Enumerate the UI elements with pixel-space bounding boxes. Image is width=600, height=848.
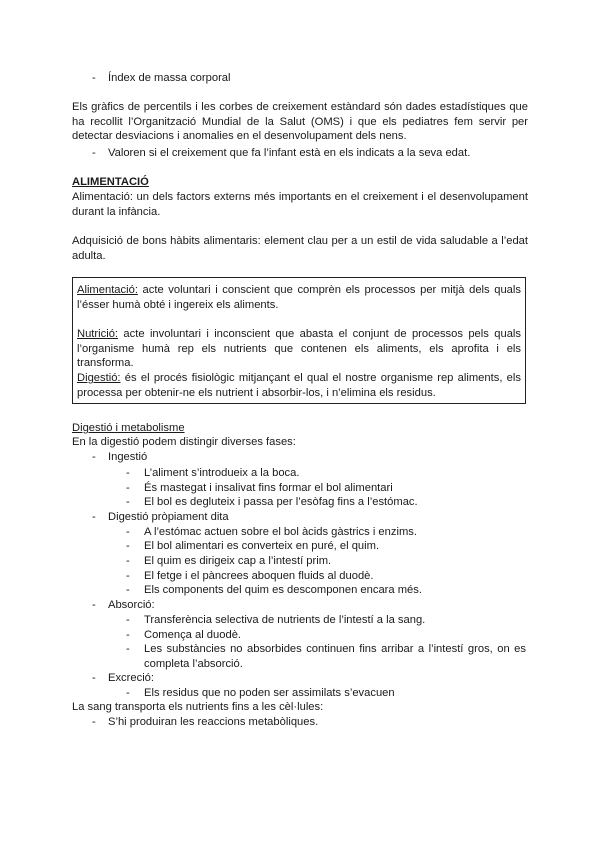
- definition-term: Digestió:: [77, 372, 121, 384]
- phase-title: Ingestió: [108, 451, 148, 463]
- definition-digestio: [77, 371, 521, 400]
- bullet-dash: -: [92, 672, 96, 684]
- bullet-dash: -: [126, 467, 130, 479]
- bullet-dash: -: [92, 451, 96, 463]
- bullet-dash: -: [92, 599, 96, 611]
- bullet-dash: -: [126, 687, 130, 699]
- phase-title: Excreció:: [108, 672, 155, 684]
- bullet-text: S’hi produiran les reaccions metabòliques.: [108, 716, 319, 728]
- definitions-box: [72, 277, 526, 404]
- bullet-dash: -: [126, 614, 130, 626]
- phase-item: És mastegat i insalivat fins formar el bol alimentari: [144, 482, 393, 494]
- bullet-dash: -: [126, 496, 130, 508]
- bullet-dash: -: [126, 540, 130, 552]
- phase-item: El fetge i el pàncrees aboquen fluids al duodè.: [144, 570, 374, 582]
- alimentacio-paragraph: Alimentació: un dels factors externs més importants en el creixement i el desenvolupament durant la infància.: [72, 191, 528, 218]
- definition-term: Alimentació:: [77, 284, 138, 296]
- bullet-dash: -: [92, 72, 96, 84]
- bullet-dash: -: [126, 584, 130, 596]
- definition-text: acte involuntari i inconscient que abasta el conjunt de processos pels quals l’organisme humà rep els nutrients que contenen els aliments, els aprofita i els transforma.: [77, 328, 521, 370]
- percentiles-paragraph: Els gràfics de percentils i les corbes de creixement estàndard són dades estadístiques que ha recollit l’Organització Mundial de la Salut (OMS) i que els pediatres fem servir per detectar desviacions i anomalies en el desenvolupament dels nens.: [72, 101, 528, 143]
- habits-paragraph: Adquisició de bons hàbits alimentaris: element clau per a un estil de vida saludable a l’edat adulta.: [72, 235, 528, 262]
- bullet-dash: -: [126, 526, 130, 538]
- phase-item: Transferència selectiva de nutrients de l’intestí a la sang.: [144, 614, 426, 626]
- phase-item: Els residus que no poden ser assimilats s’evacuen: [144, 687, 395, 699]
- bullet-dash: -: [92, 147, 96, 159]
- phase-item: L’aliment s’introdueix a la boca.: [144, 467, 300, 479]
- phase-title: Absorció:: [108, 599, 155, 611]
- definition-nutricio: [77, 327, 521, 371]
- bullet-text: Valoren si el creixement que fa l’infant està en els indicats a la seva edat.: [108, 147, 471, 159]
- phase-item: Comença al duodè.: [144, 629, 242, 641]
- digestion-intro: En la digestió podem distingir diverses fases:: [72, 436, 296, 448]
- phase-item: Els components del quim es descomponen encara més.: [144, 584, 422, 596]
- phase-item: El quim es dirigeix cap a l’intestí prim.: [144, 555, 332, 567]
- bullet-dash: -: [92, 511, 96, 523]
- bullet-dash: -: [92, 716, 96, 728]
- phase-item: A l’estómac actuen sobre el bol àcids gàstrics i enzims.: [144, 526, 417, 538]
- definition-text: acte voluntari i conscient que comprèn els processos per mitjà dels quals l’ésser humà obté i ingereix els aliments.: [77, 284, 521, 311]
- definition-text: és el procés fisiològic mitjançant el qual el nostre organisme rep aliments, els processa per obtenir-ne els nutrient i absorbir-los, i n’elimina els residus.: [77, 372, 521, 399]
- digestion-heading: Digestió i metabolisme: [72, 422, 185, 434]
- section-heading: ALIMENTACIÓ: [72, 176, 149, 188]
- bullet-dash: -: [126, 482, 130, 494]
- phase-title: Digestió pròpiament dita: [108, 511, 229, 523]
- bullet-dash: -: [126, 555, 130, 567]
- definition-term: Nutrició:: [77, 328, 119, 340]
- closing-paragraph: La sang transporta els nutrients fins a les cèl·lules:: [72, 701, 324, 713]
- bullet-text: Índex de massa corporal: [108, 72, 231, 84]
- bullet-dash: -: [126, 629, 130, 641]
- bullet-dash: -: [126, 570, 130, 582]
- bullet-dash: -: [126, 643, 130, 655]
- phase-item: El bol alimentari es converteix en puré, el quim.: [144, 540, 380, 552]
- phase-item: El bol es degluteix i passa per l’esòfag fins a l’estómac.: [144, 496, 418, 508]
- phase-item: Les substàncies no absorbides continuen fins arribar a l’intestí gros, on es completa l’absorció.: [144, 643, 526, 670]
- definition-alimentacio: [77, 283, 521, 312]
